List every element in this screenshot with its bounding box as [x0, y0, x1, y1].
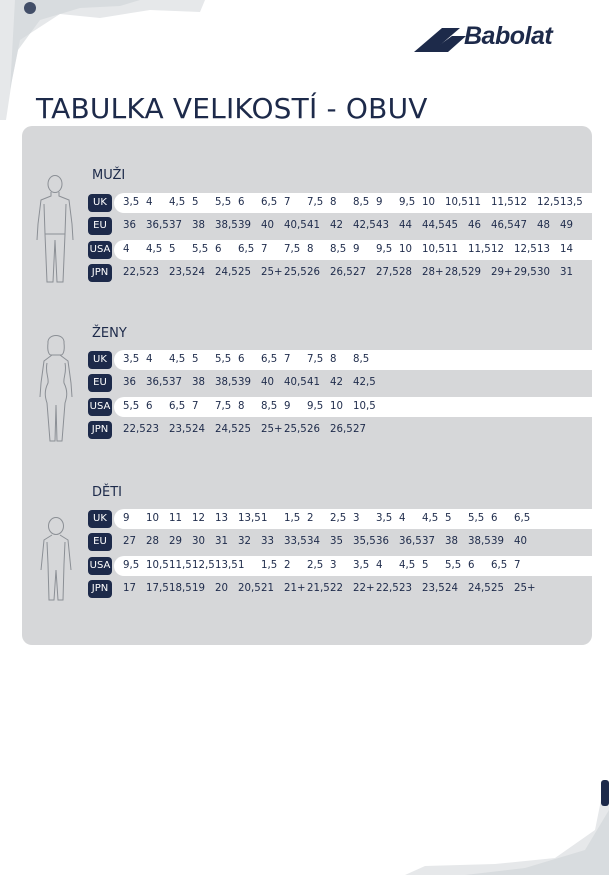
size-value: 49 [560, 220, 573, 231]
size-value: 25 [238, 267, 251, 278]
size-value: 38,5 [215, 220, 238, 231]
size-system-badge: JPN [88, 264, 112, 282]
size-value: 6 [238, 354, 245, 365]
size-value: 9,5 [399, 197, 416, 208]
size-value: 42 [330, 377, 343, 388]
size-value: 28,5 [445, 267, 468, 278]
size-value: 35 [330, 536, 343, 547]
size-value: 6 [146, 401, 153, 412]
size-value: 25,5 [284, 267, 307, 278]
size-value: 27,5 [376, 267, 399, 278]
size-value: 3,5 [123, 197, 140, 208]
size-value: 8,5 [353, 354, 370, 365]
size-value: 42 [330, 220, 343, 231]
corner-texture-bottom-right [405, 780, 609, 875]
size-value: 7,5 [307, 354, 324, 365]
size-system-badge: JPN [88, 421, 112, 439]
size-value: 8 [238, 401, 245, 412]
size-value: 27 [123, 536, 136, 547]
size-value: 22+ [353, 583, 375, 594]
size-value: 8,5 [353, 197, 370, 208]
size-value: 6 [468, 560, 475, 571]
size-value: 48 [537, 220, 550, 231]
size-value: 5 [169, 244, 176, 255]
size-value: 22,5 [123, 267, 146, 278]
size-value: 39 [238, 220, 251, 231]
size-value: 5 [422, 560, 429, 571]
size-value: 9 [353, 244, 360, 255]
size-value: 37 [169, 220, 182, 231]
size-value: 12,5 [514, 244, 537, 255]
size-value: 4 [376, 560, 383, 571]
size-value: 23 [146, 267, 159, 278]
size-value: 22,5 [376, 583, 399, 594]
size-value: 19 [192, 583, 205, 594]
size-value: 5,5 [215, 354, 232, 365]
size-value: 1 [238, 560, 245, 571]
size-value: 26,5 [330, 424, 353, 435]
size-value: 13,5 [560, 197, 583, 208]
size-value: 9 [123, 513, 130, 524]
size-value: 13 [537, 244, 550, 255]
size-value: 40 [514, 536, 527, 547]
size-value: 10 [146, 513, 159, 524]
size-system-badge: EU [88, 217, 112, 235]
size-value: 25,5 [284, 424, 307, 435]
size-value: 37 [422, 536, 435, 547]
size-value: 30 [192, 536, 205, 547]
size-value: 7 [284, 197, 291, 208]
size-value: 5 [192, 197, 199, 208]
size-value: 11,5 [169, 560, 192, 571]
section-label-kids: DĚTI [92, 485, 122, 500]
size-value: 7,5 [284, 244, 301, 255]
size-value: 7 [192, 401, 199, 412]
woman-figure-icon [35, 331, 77, 445]
size-value: 7,5 [307, 197, 324, 208]
size-value: 29 [169, 536, 182, 547]
size-value: 36 [376, 536, 389, 547]
size-value: 3 [353, 513, 360, 524]
size-value: 29,5 [514, 267, 537, 278]
size-value: 23,5 [422, 583, 445, 594]
size-value: 23 [399, 583, 412, 594]
size-value: 44,5 [422, 220, 445, 231]
size-value: 11 [169, 513, 182, 524]
size-value: 40,5 [284, 220, 307, 231]
size-value: 36,5 [146, 220, 169, 231]
size-value: 6,5 [514, 513, 531, 524]
size-value: 18,5 [169, 583, 192, 594]
size-value: 45 [445, 220, 458, 231]
size-value: 6 [215, 244, 222, 255]
size-value: 12,5 [537, 197, 560, 208]
size-value: 8 [307, 244, 314, 255]
size-value: 25 [238, 424, 251, 435]
size-value: 1,5 [261, 560, 278, 571]
size-value: 38,5 [215, 377, 238, 388]
size-value: 46,5 [491, 220, 514, 231]
size-value: 9,5 [123, 560, 140, 571]
section-label-men: MUŽI [92, 168, 126, 183]
size-value: 43 [376, 220, 389, 231]
size-value: 8,5 [261, 401, 278, 412]
size-value: 42,5 [353, 377, 376, 388]
size-value: 2 [307, 513, 314, 524]
size-value: 4 [146, 354, 153, 365]
size-value: 28+ [422, 267, 444, 278]
size-value: 21+ [284, 583, 306, 594]
size-value: 23 [146, 424, 159, 435]
size-value: 6,5 [238, 244, 255, 255]
size-value: 17,5 [146, 583, 169, 594]
size-value: 10 [422, 197, 435, 208]
size-value: 40,5 [284, 377, 307, 388]
size-value: 7 [514, 560, 521, 571]
size-system-badge: USA [88, 398, 112, 416]
size-value: 3,5 [376, 513, 393, 524]
size-value: 6 [491, 513, 498, 524]
size-value: 5,5 [215, 197, 232, 208]
size-value: 17 [123, 583, 136, 594]
size-value: 2,5 [330, 513, 347, 524]
size-value: 12 [514, 197, 527, 208]
size-value: 46 [468, 220, 481, 231]
size-value: 7,5 [215, 401, 232, 412]
size-value: 41 [307, 377, 320, 388]
size-value: 36,5 [399, 536, 422, 547]
size-value: 40 [261, 220, 274, 231]
size-value: 10 [330, 401, 343, 412]
size-value: 28 [146, 536, 159, 547]
size-system-badge: USA [88, 241, 112, 259]
size-value: 4 [123, 244, 130, 255]
size-value: 23,5 [169, 267, 192, 278]
size-value: 4,5 [146, 244, 163, 255]
size-value: 2 [284, 560, 291, 571]
size-value: 20 [215, 583, 228, 594]
size-value: 3,5 [123, 354, 140, 365]
size-value: 8 [330, 354, 337, 365]
size-value: 7 [284, 354, 291, 365]
size-value: 4,5 [169, 354, 186, 365]
size-value: 9,5 [307, 401, 324, 412]
size-value: 8,5 [330, 244, 347, 255]
size-value: 10 [399, 244, 412, 255]
size-value: 36 [123, 377, 136, 388]
size-system-badge: EU [88, 374, 112, 392]
size-value: 11 [468, 197, 481, 208]
size-value: 5,5 [123, 401, 140, 412]
size-value: 31 [215, 536, 228, 547]
size-value: 38 [192, 377, 205, 388]
size-value: 12 [491, 244, 504, 255]
size-value: 26 [307, 424, 320, 435]
size-value: 39 [491, 536, 504, 547]
size-value: 25+ [261, 267, 283, 278]
size-value: 20,5 [238, 583, 261, 594]
size-value: 25+ [514, 583, 536, 594]
size-value: 24,5 [468, 583, 491, 594]
size-value: 6 [238, 197, 245, 208]
size-value: 44 [399, 220, 412, 231]
size-value: 28 [399, 267, 412, 278]
size-value: 38 [445, 536, 458, 547]
size-value: 12,5 [192, 560, 215, 571]
size-value: 35,5 [353, 536, 376, 547]
size-value: 11,5 [468, 244, 491, 255]
size-value: 5,5 [192, 244, 209, 255]
size-value: 1,5 [284, 513, 301, 524]
size-value: 14 [560, 244, 573, 255]
size-value: 10,5 [146, 560, 169, 571]
size-value: 2,5 [307, 560, 324, 571]
size-value: 9,5 [376, 244, 393, 255]
size-value: 39 [238, 377, 251, 388]
size-value: 5,5 [445, 560, 462, 571]
size-value: 33,5 [284, 536, 307, 547]
size-value: 13,5 [215, 560, 238, 571]
size-value: 4 [146, 197, 153, 208]
size-value: 1 [261, 513, 268, 524]
size-value: 25+ [261, 424, 283, 435]
size-value: 27 [353, 267, 366, 278]
size-value: 5 [192, 354, 199, 365]
size-value: 27 [353, 424, 366, 435]
size-value: 5,5 [468, 513, 485, 524]
size-value: 7 [261, 244, 268, 255]
size-value: 37 [169, 377, 182, 388]
size-value: 11 [445, 244, 458, 255]
size-value: 26,5 [330, 267, 353, 278]
size-value: 9 [376, 197, 383, 208]
size-value: 42,5 [353, 220, 376, 231]
size-value: 13,5 [238, 513, 261, 524]
size-system-badge: JPN [88, 580, 112, 598]
size-value: 32 [238, 536, 251, 547]
size-value: 21 [261, 583, 274, 594]
size-value: 36,5 [146, 377, 169, 388]
size-value: 12 [192, 513, 205, 524]
size-value: 6,5 [261, 197, 278, 208]
size-value: 24 [192, 267, 205, 278]
size-value: 40 [261, 377, 274, 388]
size-value: 10,5 [353, 401, 376, 412]
section-label-women: ŽENY [92, 326, 127, 341]
size-value: 31 [560, 267, 573, 278]
man-figure-icon [33, 174, 77, 286]
size-value: 22,5 [123, 424, 146, 435]
size-value: 22 [330, 583, 343, 594]
size-value: 36 [123, 220, 136, 231]
size-value: 34 [307, 536, 320, 547]
page-title: TABULKA VELIKOSTÍ - OBUV [36, 92, 428, 125]
brand-name: Babolat [464, 22, 553, 50]
size-value: 13 [215, 513, 228, 524]
size-value: 29 [468, 267, 481, 278]
size-system-badge: UK [88, 351, 112, 369]
size-value: 33 [261, 536, 274, 547]
size-system-badge: UK [88, 510, 112, 528]
size-system-badge: UK [88, 194, 112, 212]
size-value: 23,5 [169, 424, 192, 435]
size-value: 6,5 [169, 401, 186, 412]
size-value: 29+ [491, 267, 513, 278]
size-value: 10,5 [445, 197, 468, 208]
size-value: 11,5 [491, 197, 514, 208]
size-value: 4 [399, 513, 406, 524]
size-value: 24 [192, 424, 205, 435]
size-value: 26 [307, 267, 320, 278]
size-value: 30 [537, 267, 550, 278]
size-value: 6,5 [491, 560, 508, 571]
size-value: 5 [445, 513, 452, 524]
size-value: 38,5 [468, 536, 491, 547]
size-value: 10,5 [422, 244, 445, 255]
size-value: 41 [307, 220, 320, 231]
size-value: 38 [192, 220, 205, 231]
size-value: 3 [330, 560, 337, 571]
size-value: 4,5 [399, 560, 416, 571]
size-value: 8 [330, 197, 337, 208]
size-value: 24,5 [215, 267, 238, 278]
size-value: 25 [491, 583, 504, 594]
size-value: 24 [445, 583, 458, 594]
size-value: 4,5 [422, 513, 439, 524]
size-value: 3,5 [353, 560, 370, 571]
size-value: 6,5 [261, 354, 278, 365]
size-system-badge: EU [88, 533, 112, 551]
size-system-badge: USA [88, 557, 112, 575]
size-value: 9 [284, 401, 291, 412]
size-value: 21,5 [307, 583, 330, 594]
child-figure-icon [39, 516, 73, 602]
size-value: 24,5 [215, 424, 238, 435]
size-value: 4,5 [169, 197, 186, 208]
size-value: 47 [514, 220, 527, 231]
